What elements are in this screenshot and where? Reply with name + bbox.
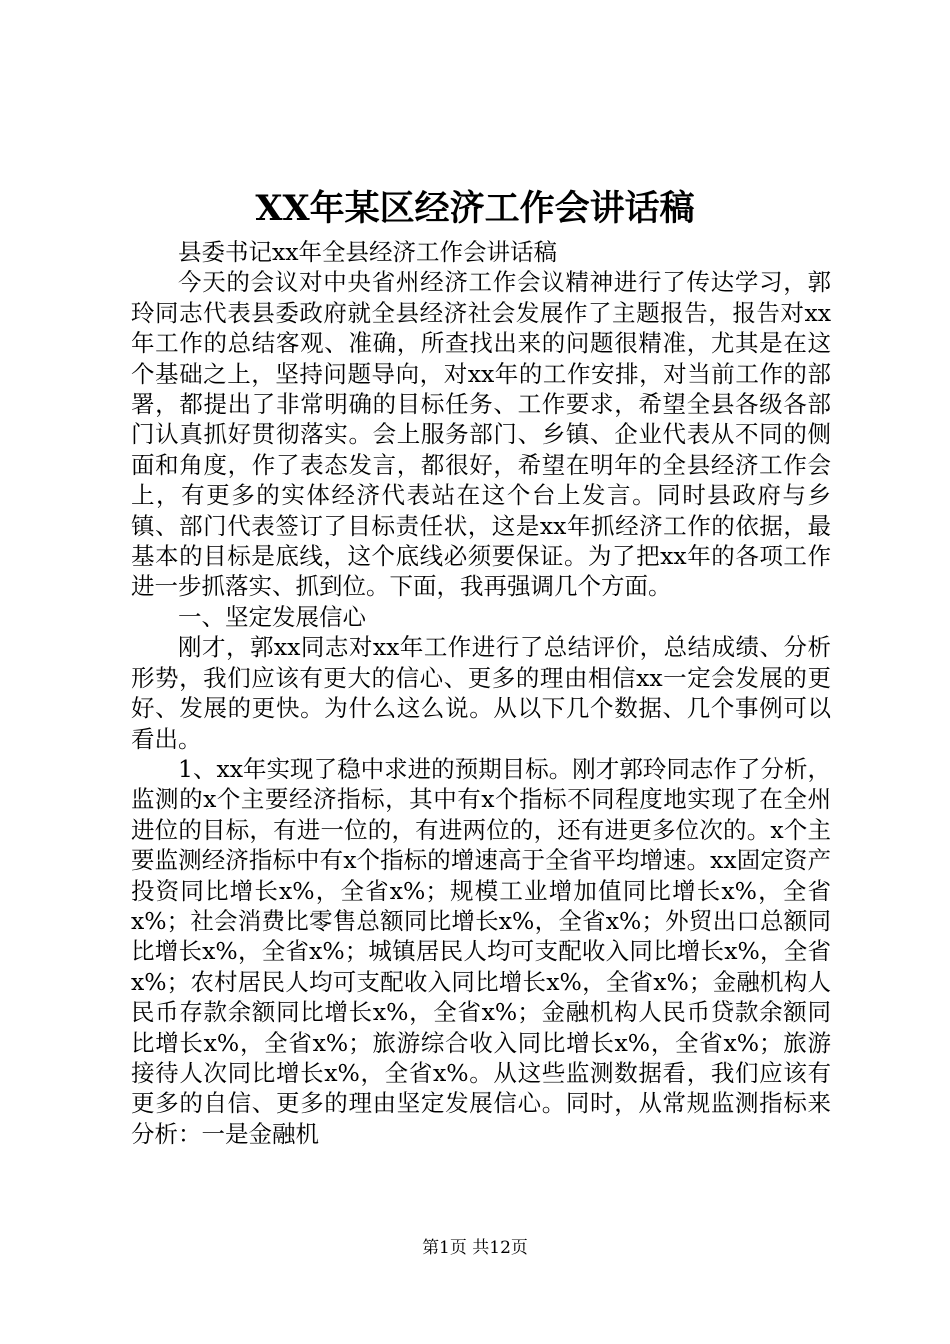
- section-heading: 一、坚定发展信心: [178, 602, 366, 631]
- document-body: [131, 237, 831, 1149]
- paragraph-subtitle: 县委书记xx年全县经济工作会讲话稿: [178, 238, 558, 266]
- page-footer: 第1页 共12页: [422, 1238, 528, 1258]
- paragraph-opening: 今天的会议对中央省州经济工作会议精神进行了传达学习，郭玲同志代表县委政府就全县经济社会发展作了主题报告，报告对xx年工作的总结客观、准确，所查找出来的问题很精准，尤其是在这个基础之上，坚持问题导向，对xx年的工作安排，对当前工作的部署，都提出了非常明确的目标任务、工作要求，希望全县各级各部门认真抓好贯彻落实。会上服务部门、乡镇、企业代表从不同的侧面和角度，作了表态发言，都很好，希望在明年的全县经济工作会上，有更多的实体经济代表站在这个台上发言。同时县政府与乡镇、部门代表签订了目标责任状，这是xx年抓经济工作的依据，最基本的目标是底线，这个底线必须要保证。为了把xx年的各项工作进一步抓落实、抓到位。下面，我再强调几个方面。: [131, 268, 831, 601]
- paragraph-point-1: 1、xx年实现了稳中求进的预期目标。刚才郭玲同志作了分析，监测的x个主要经济指标，其中有x个指标不同程度地实现了在全州进位的目标，有进一位的，有进两位的，还有进更多位次的。x个主要监测经济指标中有x个指标的增速高于全省平均增速。xx固定资产投资同比增长x%，全省x%；规模工业增加值同比增长x%，全省x%；社会消费比零售总额同比增长x%，全省x%；外贸出口总额同比增长x%，全省x%；城镇居民人均可支配收入同比增长x%，全省x%；农村居民人均可支配收入同比增长x%，全省x%；金融机构人民币存款余额同比增长x%，全省x%；金融机构人民币贷款余额同比增长x%，全省x%；旅游综合收入同比增长x%，全省x%；旅游接待人次同比增长x%，全省x%。从这些监测数据看，我们应该有更多的自信、更多的理由坚定发展信心。同时，从常规监测指标来分析：一是金融机: [131, 754, 831, 1148]
- paragraph-review: 刚才，郭xx同志对xx年工作进行了总结评价，总结成绩、分析形势，我们应该有更大的信心、更多的理由相信xx一定会发展的更好、发展的更快。为什么这么说。从以下几个数据、几个事例可以看出。: [131, 633, 831, 753]
- document-title: XX年某区经济工作会讲话稿: [255, 188, 695, 229]
